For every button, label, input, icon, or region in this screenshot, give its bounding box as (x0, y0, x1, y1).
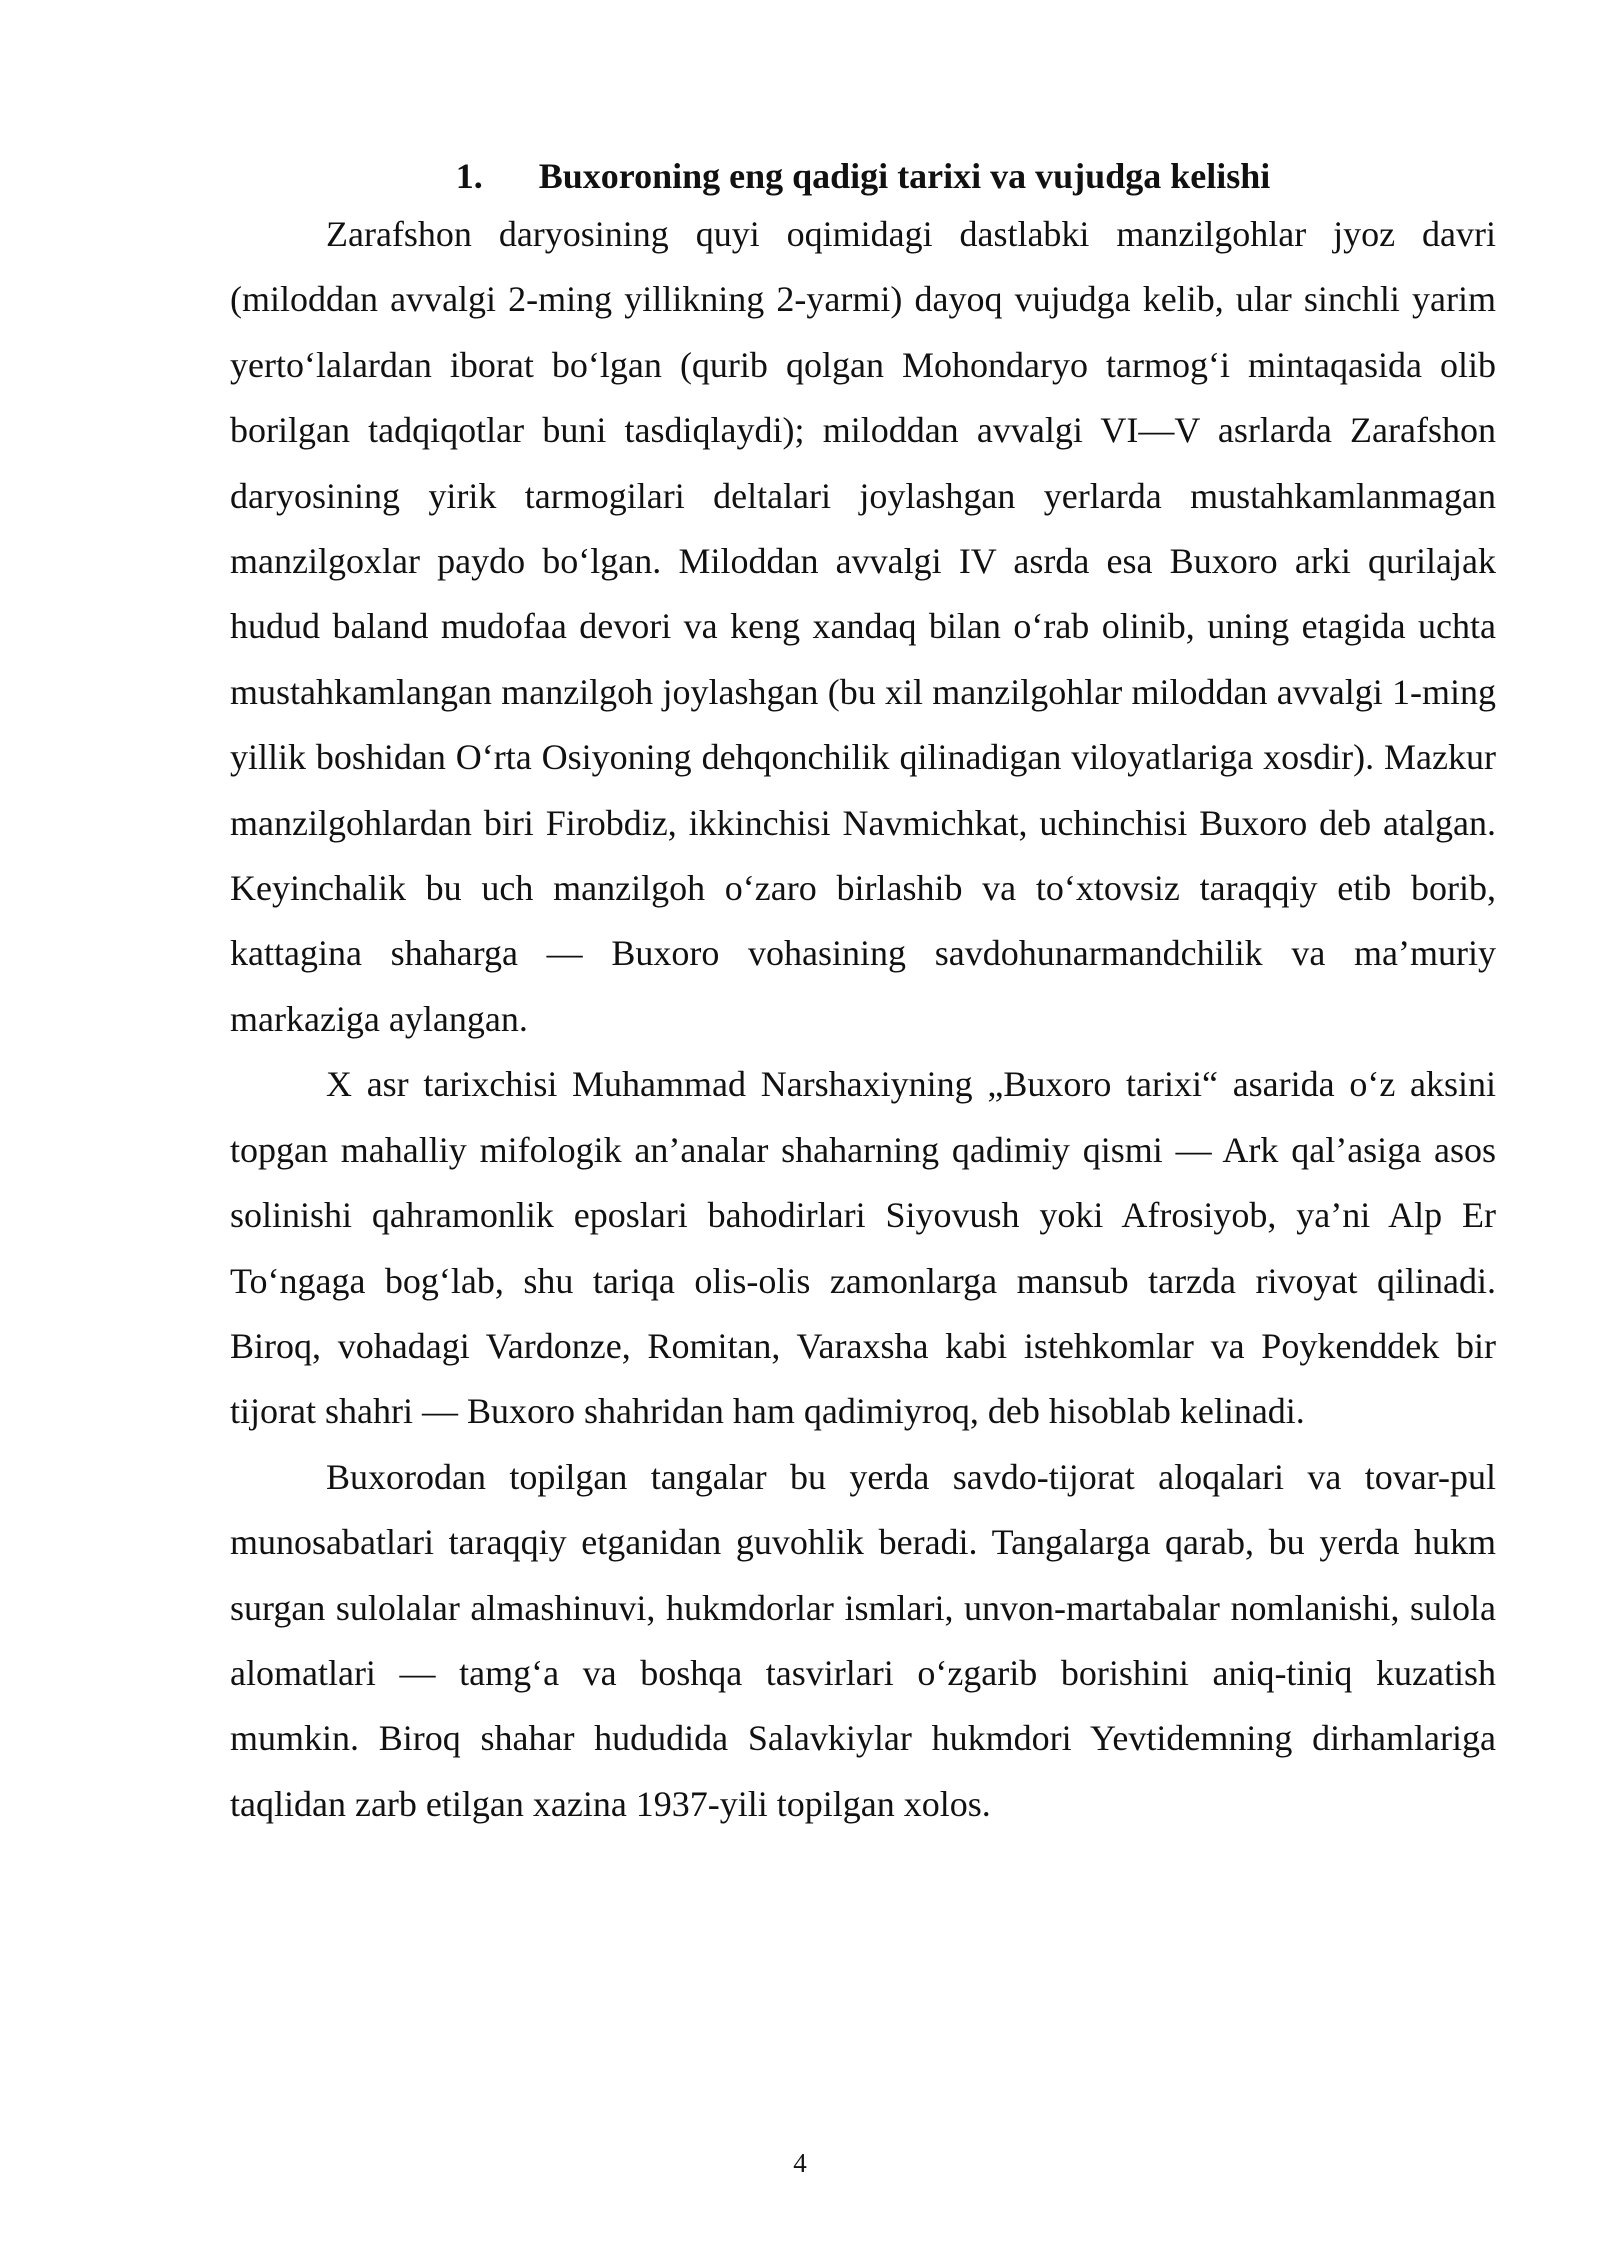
section-number: 1. (455, 156, 483, 196)
page-number: 4 (793, 2148, 807, 2178)
paragraph-1: Zarafshon daryosining quyi oqimidagi dastlabki manzilgohlar jyoz davri (miloddan avvalgi 2-ming yillikning 2-yarmi) dayoq vujudga kelib, ular sinchli yarim yerto‘lalardan iborat bo‘lgan (qurib qolgan Mohondaryo tarmog‘i mintaqasida olib borilgan tadqiqotlar buni tasdiqlaydi); miloddan avvalgi VI—V asrlarda Zarafshon daryosining yirik tarmogilari deltalari joylashgan yerlarda mustahkamlanmagan manzilgoxlar paydo bo‘lgan. Miloddan avvalgi IV asrda esa Buxoro arki qurilajak hudud baland mudofaa devori va keng xandaq bilan o‘rab olinib, uning etagida uchta mustahkamlangan manzilgoh joylashgan (bu xil manzilgohlar miloddan avvalgi 1-ming yillik boshidan O‘rta Osiyoning dehqonchilik qilinadigan viloyatlariga xosdir). Mazkur manzilgohlardan biri Firobdiz, ikkinchisi Navmichkat, uchinchisi Buxoro deb atalgan. Keyinchalik bu uch manzilgoh o‘zaro birlashib va to‘xtovsiz taraqqiy etib borib, kattagina shaharga — Buxoro vohasining savdohunarmandchilik va ma’muriy markaziga aylangan. (230, 214, 1496, 1039)
document-page (230, 150, 1496, 1837)
paragraph-3: Buxorodan topilgan tangalar bu yerda savdo-tijorat aloqalari va tovar-pul munosabatlari taraqqiy etganidan guvohlik beradi. Tangalarga qarab, bu yerda hukm surgan sulolalar almashinuvi, hukmdorlar ismlari, unvon-martabalar nomlanishi, sulola alomatlari — tamg‘a va boshqa tasvirlari o‘zgarib borishini aniq-tiniq kuzatish mumkin. Biroq shahar hududida Salavkiylar hukmdori Yevtidemning dirhamlariga taqlidan zarb etilgan xazina 1937-yili topilgan xolos. (230, 1456, 1496, 1824)
section-heading (230, 150, 1496, 202)
paragraph-2: X asr tarixchisi Muhammad Narshaxiyning „Buxoro tarixi“ asarida o‘z aksini topgan mahalliy mifologik an’analar shaharning qadimiy qismi — Ark qal’asiga asos solinishi qahramonlik eposlari bahodirlari Siyovush yoki Afrosiyob, ya’ni Alp Er To‘ngaga bog‘lab, shu tariqa olis-olis zamonlarga mansub tarzda rivoyat qilinadi. Biroq, vohadagi Vardonze, Romitan, Varaxsha kabi istehkomlar va Poykenddek bir tijorat shahri — Buxoro shahridan ham qadimiyroq, deb hisoblab kelinadi. (230, 1064, 1496, 1432)
section-title: Buxoroning eng qadigi tarixi va vujudga kelishi (538, 156, 1271, 196)
